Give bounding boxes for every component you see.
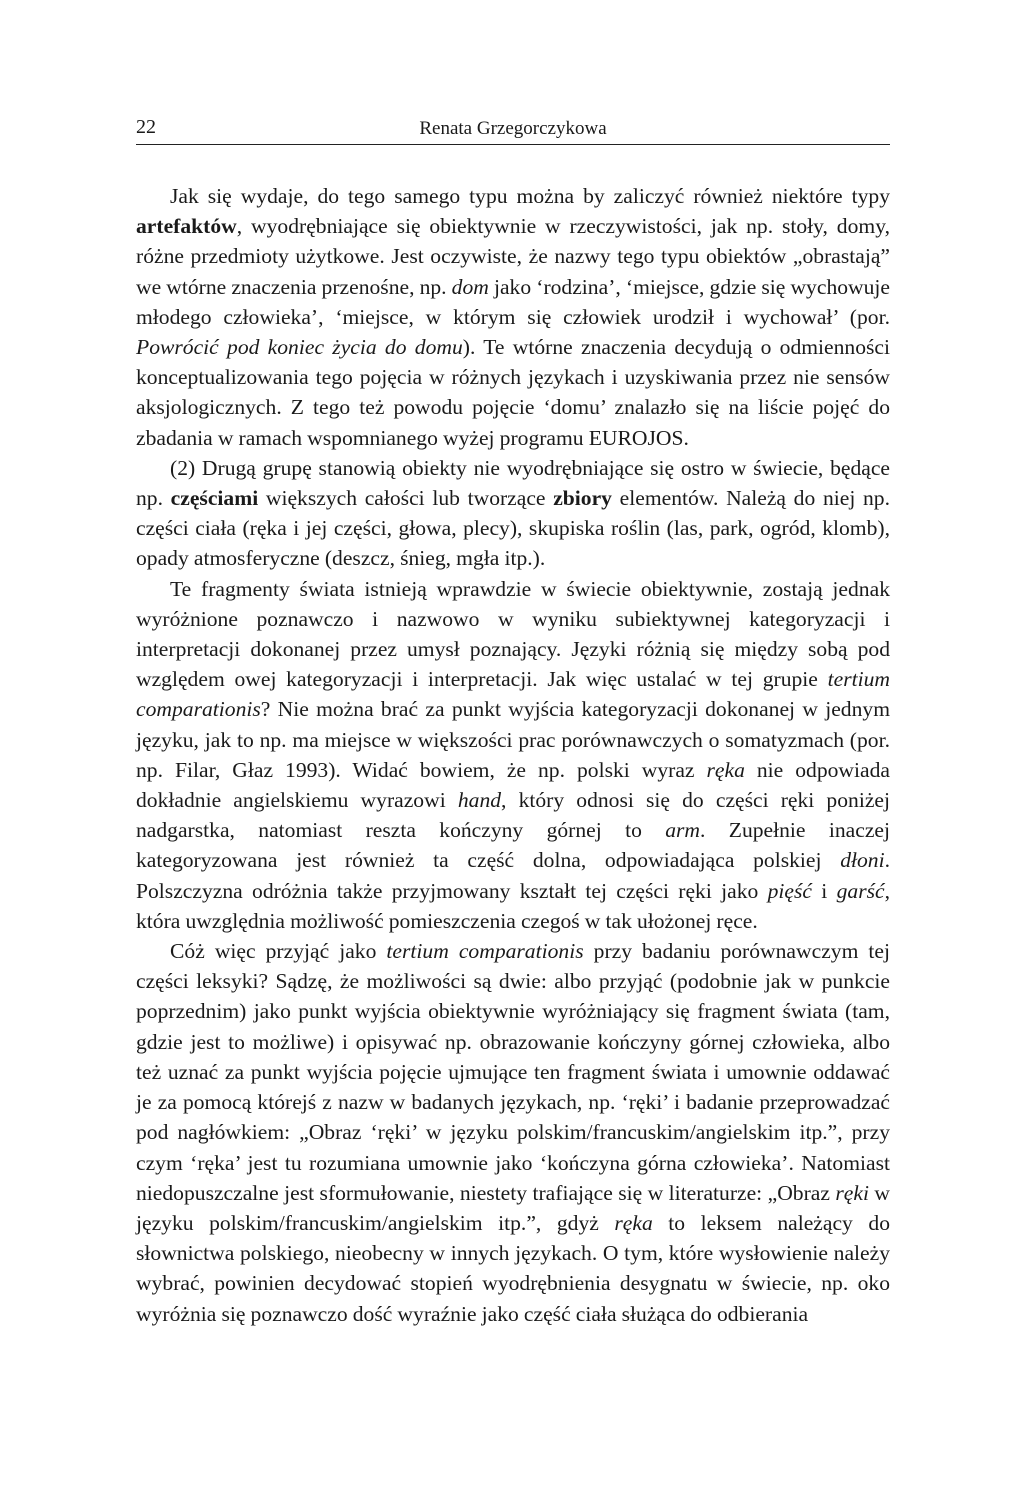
text-run: . Zupełnie inaczej kategoryzowana jest również ta część dolna, odpowiadająca polskiej: [136, 818, 890, 873]
paragraph-1: [136, 181, 890, 453]
emphasis-italic: Powrócić pod koniec życia do domu: [136, 335, 463, 360]
emphasis-italic: tertium comparationis: [136, 667, 890, 722]
emphasis-italic: pięść: [767, 878, 812, 903]
emphasis-italic: ręka: [614, 1210, 653, 1235]
text-run: i: [812, 878, 837, 903]
emphasis-italic: arm: [665, 818, 701, 843]
paragraph-3: [136, 574, 890, 936]
text-run: nie odpowiada dokładnie angielskiemu wyrazowi: [136, 757, 890, 813]
emphasis-italic: dłoni: [840, 848, 885, 873]
running-header: [136, 112, 890, 145]
text-run: elementów. Należą do niej np. części ciała (ręka i jej części, głowa, plecy), skupiska roślin (las, park, ogród, klomb), opady atmosferyczne (deszcz, śnieg, mgła itp.).: [136, 486, 890, 571]
body-text: [136, 181, 890, 1329]
emphasis-italic: tertium comparationis: [386, 939, 584, 964]
emphasis-italic: ręka: [706, 757, 745, 782]
text-run: , wyodrębniające się obiektywnie w rzeczywistości, jak np. stoły, domy, różne przedmioty użytkowe. Jest oczywiste, że nazwy tego typu obiektów „obrastają” we wtórne znaczenia przenośne, np.: [136, 214, 890, 299]
text-run: , która uwzględnia możliwość pomieszczenia czegoś w tak ułożonej ręce.: [136, 878, 890, 933]
emphasis-italic: dom: [451, 274, 489, 299]
text-run: ). Te wtórne znaczenia decydują o odmienności konceptualizowania tego pojęcia w różnych językach i uzyskiwania przez nie sensów aksjologicznych. Z tego też powodu pojęcie ‘domu’ znalazło się na liście pojęć do zbadania w ramach wspomnianego wyżej programu EUROJOS.: [136, 335, 890, 450]
page-number: 22: [136, 116, 156, 138]
text-run: to leksem należący do słownictwa polskiego, nieobecny w innych językach. O tym, które wysłowienie należy wybrać, powinien decydować stopień wyodrębnienia desygnatu w świecie, np. oko wyróżnia się poznawczo dość wyraźnie jako część ciała służąca do odbierania: [136, 1210, 890, 1326]
emphasis-bold: artefaktów: [136, 214, 237, 239]
text-run: jako ‘rodzina’, ‘miejsce, gdzie się wychowuje młodego człowieka’, ‘miejsce, w którym się człowiek urodził i wychował’ (por.: [136, 274, 891, 329]
emphasis-bold: zbiory: [553, 486, 612, 511]
paragraph-2: [136, 453, 890, 574]
emphasis-italic: ręki: [835, 1180, 869, 1205]
text-run: (2) Drugą grupę stanowią obiekty nie wyodrębniające się ostro w świecie, będące np.: [136, 455, 890, 511]
text-run: przy badaniu porównawczym tej części leksyki? Sądzę, że możliwości są dwie: albo przyjąć (podobnie jak w punkcie poprzednim) jako punkt wyjścia obiektywnie wyróżniający się fragment świata (tam, gdzie jest to możliwe) i opisywać np. obrazowanie kończyny górnej człowieka, albo też uznać za punkt wyjścia pojęcie ujmujące ten fragment świata i umownie oddawać je za pomocą którejś z nazw w badanych językach, np. ‘ręki’ i badanie przeprowadzać pod nagłówkiem: „Obraz ‘ręki’ w języku polskim/francuskim/angielskim itp.”, przy czym ‘ręka’ jest tu rozumiana umownie jako ‘kończyna górna człowieka’. Natomiast niedopuszczalne jest sformułowanie, niestety trafiające się w literaturze: „Obraz: [136, 939, 890, 1205]
text-run: większych całości lub tworzące: [258, 486, 554, 511]
emphasis-italic: hand: [457, 788, 502, 813]
paragraph-4: [136, 936, 890, 1329]
text-run: Jak się wydaje, do tego samego typu można by zaliczyć również niektóre typy: [170, 184, 890, 208]
text-run: . Polszczyzna odróżnia także przyjmowany kształt tej części ręki jako: [136, 848, 890, 903]
running-header-author: Renata Grzegorczykowa: [419, 118, 607, 139]
text-run: w języku polskim/francuskim/angielskim itp.”, gdyż: [136, 1180, 890, 1235]
text-run: Te fragmenty świata istnieją wprawdzie w świecie obiektywnie, zostają jednak wyróżnione poznawczo i nazwowo w wyniku subiektywnej kategoryzacji i interpretacji dokonanej przez umysł poznający. Języki różnią się między sobą pod względem owej kategoryzacji i interpretacji. Jak więc ustalać w tej grupie: [136, 576, 890, 692]
text-run: Cóż więc przyjąć jako: [170, 939, 387, 964]
book-page: [136, 112, 890, 1329]
text-run: ? Nie można brać za punkt wyjścia kategoryzacji dokonanej w jednym języku, jak to np. ma miejsce w większości prac porównawczych o somatyzmach (por. np. Filar, Głaz 1993). Widać bowiem, że np. polski wyraz: [136, 697, 890, 782]
emphasis-bold: częściami: [170, 486, 259, 511]
emphasis-italic: garść: [836, 878, 885, 903]
text-run: , który odnosi się do części ręki poniżej nadgarstka, natomiast reszta kończyny górnej to: [136, 788, 890, 843]
